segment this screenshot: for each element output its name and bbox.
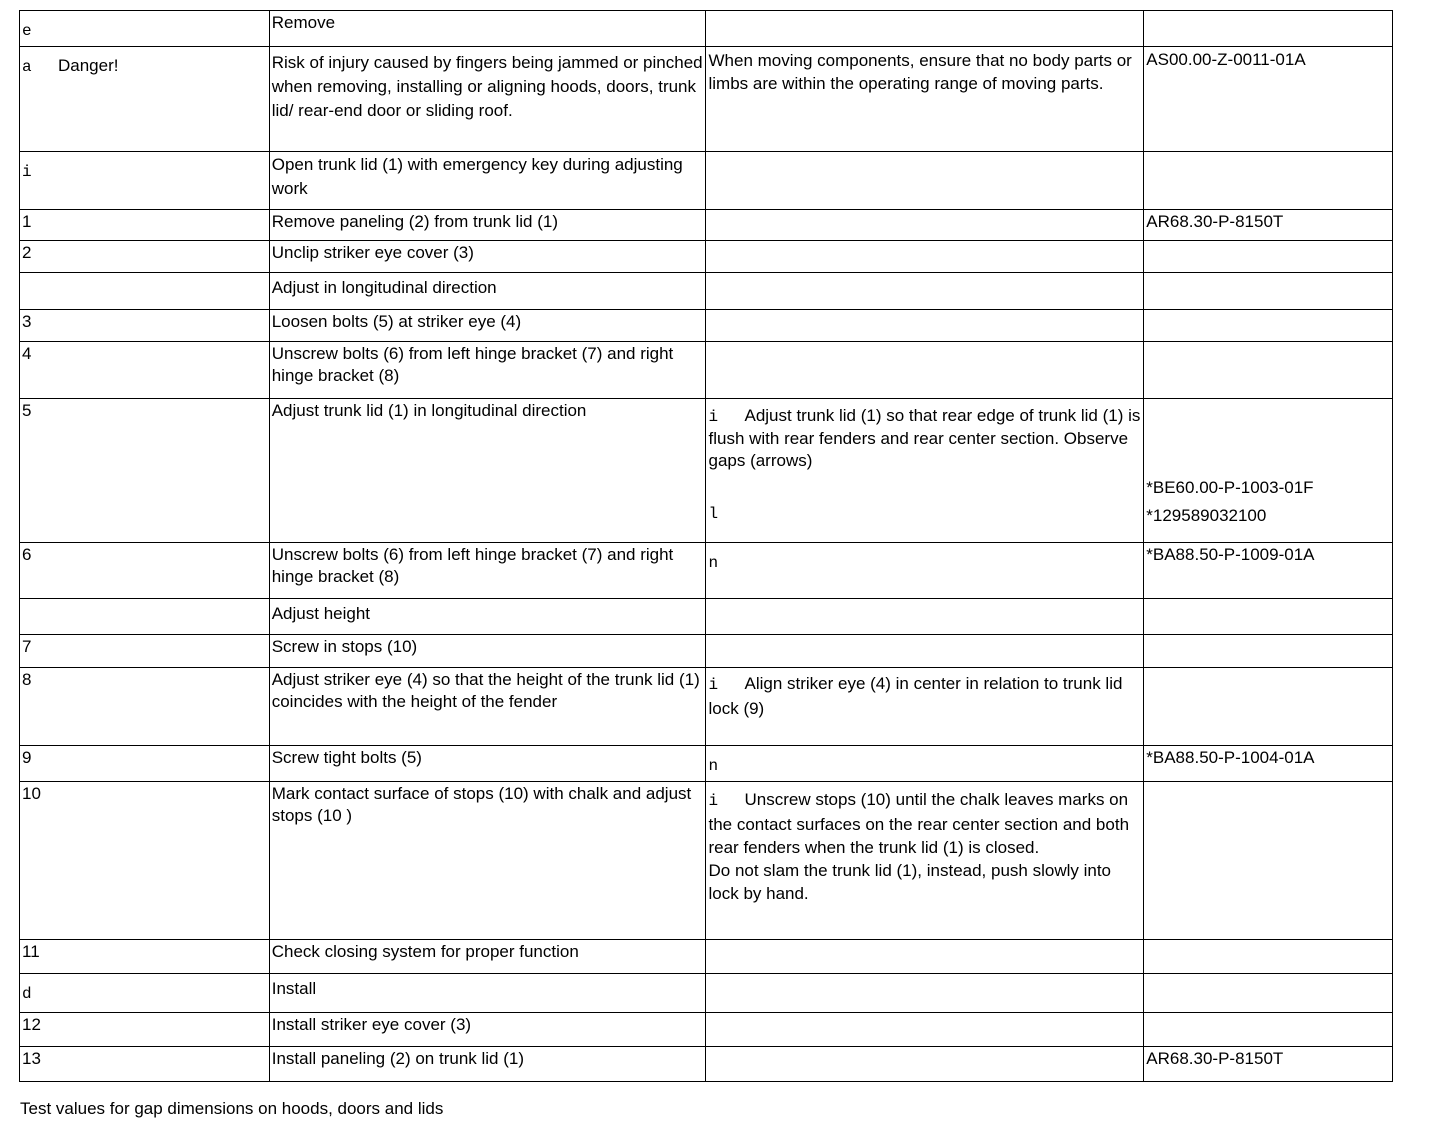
action-cell: Adjust striker eye (4) so that the height of the trunk lid (1) coincides with the height of the fender bbox=[269, 668, 706, 746]
info-symbol-icon: i bbox=[708, 676, 719, 694]
procedure-table bbox=[19, 10, 1393, 1082]
step-cell bbox=[20, 152, 270, 210]
note-cell bbox=[706, 1013, 1144, 1047]
section-heading-cell bbox=[269, 599, 706, 635]
note-cell bbox=[706, 152, 1144, 210]
note-cell bbox=[706, 399, 1144, 543]
action-text: Open trunk lid (1) with emergency key during adjusting work bbox=[271, 155, 683, 198]
table-row bbox=[20, 310, 1393, 342]
reference-cell bbox=[1144, 241, 1393, 273]
note-cell bbox=[706, 543, 1144, 599]
reference-cell bbox=[1144, 782, 1393, 940]
note-text: Align striker eye (4) in center in relation to trunk lid lock (9) bbox=[708, 674, 1123, 718]
install-symbol-icon: d bbox=[22, 985, 32, 1003]
reference-cell bbox=[1144, 210, 1393, 241]
step-cell bbox=[20, 599, 270, 635]
action-cell bbox=[269, 974, 706, 1013]
step-cell: 3 bbox=[20, 310, 270, 342]
reference-cell bbox=[1144, 1047, 1393, 1082]
note-cell bbox=[706, 47, 1144, 152]
action-cell: Remove paneling (2) from trunk lid (1) bbox=[269, 210, 706, 241]
step-cell: 9 bbox=[20, 746, 270, 782]
step-cell bbox=[20, 11, 270, 47]
remove-symbol-icon: e bbox=[22, 22, 32, 40]
note-cell bbox=[706, 310, 1144, 342]
note-cell bbox=[706, 940, 1144, 974]
step-cell: 4 bbox=[20, 342, 270, 399]
table-row bbox=[20, 241, 1393, 273]
action-cell: Unclip striker eye cover (3) bbox=[269, 241, 706, 273]
part-number[interactable]: *129589032100 bbox=[1146, 506, 1267, 525]
note-cell bbox=[706, 1047, 1144, 1082]
step-cell: 1 bbox=[20, 210, 270, 241]
note-cell bbox=[706, 599, 1144, 635]
action-cell: Remove bbox=[269, 11, 706, 47]
step-cell: 6 bbox=[20, 543, 270, 599]
step-cell bbox=[20, 974, 270, 1013]
step-cell: 12 bbox=[20, 1013, 270, 1047]
table-row bbox=[20, 668, 1393, 746]
info-symbol-icon: i bbox=[708, 408, 719, 426]
step-cell: 2 bbox=[20, 241, 270, 273]
reference-cell bbox=[1144, 152, 1393, 210]
danger-note: When moving components, ensure that no body parts or limbs are within the operating range of moving parts. bbox=[708, 51, 1132, 93]
section-heading: Install bbox=[271, 979, 317, 998]
table-row bbox=[20, 782, 1393, 940]
reference-cell bbox=[1144, 342, 1393, 399]
info-symbol-icon: i bbox=[22, 163, 32, 181]
table-row bbox=[20, 940, 1393, 974]
danger-label: Danger! bbox=[58, 56, 119, 75]
note-cell bbox=[706, 210, 1144, 241]
table-row bbox=[20, 273, 1393, 310]
action-cell: Unscrew bolts (6) from left hinge bracket (7) and right hinge bracket (8) bbox=[269, 342, 706, 399]
action-cell: Unscrew bolts (6) from left hinge bracket (7) and right hinge bracket (8) bbox=[269, 543, 706, 599]
action-cell: Install paneling (2) on trunk lid (1) bbox=[269, 1047, 706, 1082]
reference-link[interactable]: *BE60.00-P-1003-01F bbox=[1146, 478, 1314, 497]
reference-cell bbox=[1144, 1013, 1393, 1047]
danger-text: Risk of injury caused by fingers being jammed or pinched when removing, installing or aligning hoods, doors, trunk lid/ rear-end door or sliding roof. bbox=[271, 53, 703, 120]
step-cell: 10 bbox=[20, 782, 270, 940]
reference-cell bbox=[1144, 543, 1393, 599]
note-cell bbox=[706, 668, 1144, 746]
table-row bbox=[20, 1013, 1393, 1047]
torque-symbol-icon: n bbox=[708, 757, 719, 775]
action-cell: Mark contact surface of stops (10) with chalk and adjust stops (10 ) bbox=[269, 782, 706, 940]
table-row bbox=[20, 635, 1393, 668]
note-text: Adjust trunk lid (1) so that rear edge of trunk lid (1) is flush with rear fenders and rear center section. Observe gaps (arrows) bbox=[708, 406, 1141, 470]
tool-symbol-icon: l bbox=[708, 505, 719, 523]
danger-symbol-icon: a bbox=[22, 58, 32, 76]
note-cell bbox=[706, 11, 1144, 47]
step-cell bbox=[20, 273, 270, 310]
note-cell bbox=[706, 342, 1144, 399]
table-row bbox=[20, 599, 1393, 635]
step-cell: 11 bbox=[20, 940, 270, 974]
note-cell bbox=[706, 273, 1144, 310]
table-row bbox=[20, 1047, 1393, 1082]
step-cell: 7 bbox=[20, 635, 270, 668]
reference-cell bbox=[1144, 668, 1393, 746]
step-cell: 5 bbox=[20, 399, 270, 543]
action-cell: Loosen bolts (5) at striker eye (4) bbox=[269, 310, 706, 342]
reference-link[interactable]: *BA88.50-P-1009-01A bbox=[1146, 545, 1315, 564]
section-heading: Adjust in longitudinal direction bbox=[271, 278, 497, 297]
reference-cell bbox=[1144, 47, 1393, 152]
reference-cell bbox=[1144, 599, 1393, 635]
action-cell bbox=[269, 47, 706, 152]
reference-cell bbox=[1144, 310, 1393, 342]
table-row bbox=[20, 210, 1393, 241]
action-cell: Adjust trunk lid (1) in longitudinal direction bbox=[269, 399, 706, 543]
action-cell: Screw in stops (10) bbox=[269, 635, 706, 668]
note-cell bbox=[706, 635, 1144, 668]
table-row bbox=[20, 342, 1393, 399]
section-heading-cell bbox=[269, 273, 706, 310]
reference-link[interactable]: AR68.30-P-8150T bbox=[1146, 1049, 1284, 1068]
table-row bbox=[20, 543, 1393, 599]
table-row bbox=[20, 47, 1393, 152]
step-cell: 13 bbox=[20, 1047, 270, 1082]
note-text: Unscrew stops (10) until the chalk leaves marks on the contact surfaces on the rear center section and both rear fenders when the trunk lid (1) is closed. bbox=[708, 790, 1130, 857]
note-cell bbox=[706, 746, 1144, 782]
note-cell bbox=[706, 241, 1144, 273]
reference-cell bbox=[1144, 273, 1393, 310]
step-cell bbox=[20, 47, 270, 152]
reference-cell bbox=[1144, 746, 1393, 782]
action-cell: Check closing system for proper function bbox=[269, 940, 706, 974]
info-symbol-icon: i bbox=[708, 792, 719, 810]
reference-cell bbox=[1144, 974, 1393, 1013]
note-text-secondary: Do not slam the trunk lid (1), instead, push slowly into lock by hand. bbox=[708, 861, 1112, 903]
table-row bbox=[20, 974, 1393, 1013]
reference-cell bbox=[1144, 399, 1393, 543]
action-cell: Screw tight bolts (5) bbox=[269, 746, 706, 782]
step-cell: 8 bbox=[20, 668, 270, 746]
footer-link[interactable]: Test values for gap dimensions on hoods, doors and lids bbox=[20, 1099, 444, 1118]
reference-link[interactable]: *BA88.50-P-1004-01A bbox=[1146, 748, 1315, 767]
table-row bbox=[20, 746, 1393, 782]
table-row bbox=[20, 11, 1393, 47]
section-heading: Adjust height bbox=[271, 604, 371, 623]
reference-cell bbox=[1144, 635, 1393, 668]
table-row bbox=[20, 152, 1393, 210]
reference-link[interactable]: AR68.30-P-8150T bbox=[1146, 212, 1284, 231]
reference-cell bbox=[1144, 940, 1393, 974]
table-row bbox=[20, 399, 1393, 543]
action-cell: Install striker eye cover (3) bbox=[269, 1013, 706, 1047]
torque-symbol-icon: n bbox=[708, 554, 719, 572]
reference-cell bbox=[1144, 11, 1393, 47]
reference-link[interactable]: AS00.00-Z-0011-01A bbox=[1146, 50, 1306, 69]
note-cell bbox=[706, 974, 1144, 1013]
action-cell bbox=[269, 152, 706, 210]
note-cell bbox=[706, 782, 1144, 940]
